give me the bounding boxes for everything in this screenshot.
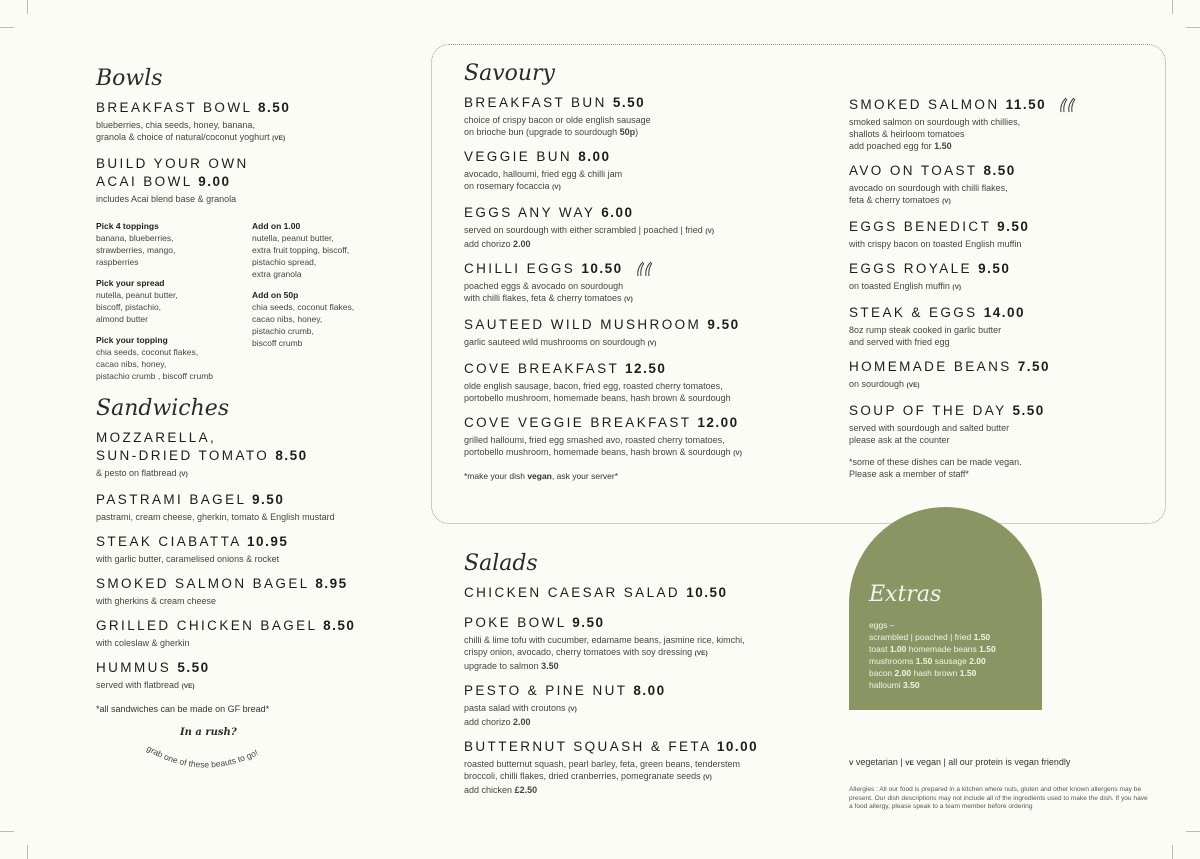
item-price: 8.50 xyxy=(323,618,356,633)
option-list: chia seeds, coconut flakes, cacao nibs, honey, pistachio crumb, biscoff crumb xyxy=(252,302,355,348)
dietary-tag: (V) xyxy=(733,450,742,457)
menu-item-breakfast-bowl xyxy=(96,99,416,145)
item-desc: on toasted English muffin xyxy=(849,281,950,291)
item-desc: avocado, halloumi, fried egg & chilli jam on rosemary focaccia xyxy=(464,169,623,191)
item-price: 10.50 xyxy=(581,261,623,276)
option-heading: Add on 1.00 xyxy=(252,221,301,231)
item-price: 10.00 xyxy=(716,739,759,754)
savoury-right-column xyxy=(849,96,1149,480)
item-name: EGGS ANY WAY xyxy=(464,205,596,220)
savoury-left-column xyxy=(464,61,834,482)
item-name: CHICKEN CAESAR SALAD xyxy=(464,585,681,600)
item-price: 8.95 xyxy=(315,576,348,591)
menu-item-savoury xyxy=(849,358,1149,392)
item-name: SMOKED SALMON xyxy=(849,97,1000,112)
acai-options xyxy=(96,215,416,382)
addon-price: 2.00 xyxy=(513,239,531,249)
item-name: ACAI BOWL xyxy=(96,174,193,189)
item-price: 6.00 xyxy=(601,205,634,220)
crop-mark xyxy=(27,845,28,859)
option-list: chia seeds, coconut flakes, cacao nibs, honey, pistachio crumb , biscoff crumb xyxy=(96,347,213,381)
menu-item-salad xyxy=(464,682,834,728)
item-desc: with coleslaw & gherkin xyxy=(96,638,190,648)
addon-text: add chorizo xyxy=(464,717,511,727)
dietary-tag: (V) xyxy=(624,296,633,303)
extras-price: 2.00 xyxy=(894,668,912,678)
dietary-tag: (VE) xyxy=(272,135,286,142)
item-desc: with garlic butter, caramelised onions & rocket xyxy=(96,554,280,564)
item-desc: & pesto on flatbread xyxy=(96,468,177,478)
item-name: SUN-DRIED TOMATO xyxy=(96,448,270,463)
crop-mark xyxy=(0,27,14,28)
menu-item-savoury xyxy=(849,402,1149,446)
dietary-tag: (V) xyxy=(647,340,657,347)
menu-item-savoury xyxy=(464,204,834,250)
item-price: 8.00 xyxy=(578,149,611,164)
menu-item-savoury xyxy=(849,162,1149,208)
crop-mark xyxy=(27,0,28,14)
item-price: 8.50 xyxy=(275,448,308,463)
item-name: SAUTEED WILD MUSHROOM xyxy=(464,317,702,332)
item-desc: with crispy bacon on toasted English muffin xyxy=(849,239,1022,249)
item-name: COVE VEGGIE BREAKFAST xyxy=(464,415,692,430)
addon-price: £2.50 xyxy=(514,785,538,795)
extras-item: homemade beans xyxy=(908,644,977,654)
item-desc: served on sourdough with either scrambled | poached | fried xyxy=(464,225,703,235)
item-name: COVE BREAKFAST xyxy=(464,361,619,376)
dietary-tag: (V) xyxy=(703,774,712,781)
crop-mark xyxy=(0,831,14,832)
vegan-note xyxy=(464,470,834,482)
legend-v: V xyxy=(849,760,854,767)
addon-text: add chorizo xyxy=(464,239,511,249)
sandwiches-title: Sandwiches xyxy=(96,396,230,421)
menu-item-sandwich xyxy=(96,617,416,649)
item-price: 8.50 xyxy=(983,163,1016,178)
option-heading: Add on 50p xyxy=(252,290,299,300)
item-desc: avocado on sourdough with chilli flakes, feta & cherry tomatoes xyxy=(849,183,1008,205)
dietary-tag: (V) xyxy=(568,706,577,713)
extras-item: mushrooms xyxy=(869,656,914,666)
addon-text: add chicken xyxy=(464,785,513,795)
item-name: HUMMUS xyxy=(96,660,172,675)
menu-item-savoury xyxy=(464,260,834,306)
chili-icon xyxy=(1058,97,1078,113)
item-name: PASTRAMI BAGEL xyxy=(96,492,246,507)
option-heading: Pick your topping xyxy=(96,335,168,345)
item-desc: pastrami, cream cheese, gherkin, tomato & English mustard xyxy=(96,512,335,522)
savoury-title: Savoury xyxy=(464,61,555,86)
svg-text:grab one of these beauts to go xyxy=(145,743,259,769)
item-name: POKE BOWL xyxy=(464,615,567,630)
item-desc: grilled halloumi, fried egg smashed avo, roasted cherry tomatoes, portobello mushroom, homemade beans, hash brown & sourdough xyxy=(464,435,731,457)
item-price: 5.50 xyxy=(612,95,646,110)
extras-item: bacon xyxy=(869,668,893,678)
option-list: banana, blueberries, strawberries, mango, raspberries xyxy=(96,233,176,267)
dietary-tag: (V) xyxy=(705,228,714,235)
item-name: MOZZARELLA, xyxy=(96,430,217,445)
menu-item-savoury xyxy=(849,218,1149,250)
bowls-title: Bowls xyxy=(96,66,163,91)
left-column xyxy=(96,66,416,778)
dietary-tag: (V) xyxy=(952,284,962,291)
item-desc: served with flatbread xyxy=(96,680,180,690)
item-name: BUILD YOUR OWN xyxy=(96,156,249,171)
item-price: 12.50 xyxy=(625,361,667,376)
addon-price: 1.50 xyxy=(934,141,952,151)
item-desc: roasted butternut squash, pearl barley, feta, green beans, tenderstem broccoli, chilli flakes, dried cranberries, pomegranate seeds xyxy=(464,759,741,781)
addon-text: add poached egg for xyxy=(849,141,932,151)
item-price: 11.50 xyxy=(1005,97,1047,112)
item-name: CHILLI EGGS xyxy=(464,261,576,276)
item-name: BREAKFAST BUN xyxy=(464,95,607,110)
note-text: *make your dish xyxy=(464,471,528,481)
menu-item-salad xyxy=(464,738,834,796)
salads-column xyxy=(464,551,834,806)
rush-heading: In a rush? xyxy=(180,727,237,738)
menu-item-savoury xyxy=(464,316,834,350)
menu-item-savoury xyxy=(464,148,834,194)
extras-item: sausage xyxy=(934,656,967,666)
menu-item-savoury xyxy=(464,360,834,404)
menu-item-savoury xyxy=(464,94,834,138)
item-name: PESTO & PINE NUT xyxy=(464,683,628,698)
item-desc: smoked salmon on sourdough with chillies, shallots & heirloom tomatoes xyxy=(849,117,1021,139)
dietary-legend xyxy=(849,757,1070,767)
extras-panel xyxy=(849,507,1042,710)
item-price: 9.00 xyxy=(198,174,231,189)
addon-price: 2.00 xyxy=(513,717,531,727)
menu-item-savoury xyxy=(849,304,1149,348)
item-price: 9.50 xyxy=(707,317,740,332)
item-price: 14.00 xyxy=(983,305,1026,320)
item-name: BUTTERNUT SQUASH & FETA xyxy=(464,739,711,754)
grab-curve-text xyxy=(136,738,336,778)
crop-mark xyxy=(1186,831,1200,832)
option-heading: Pick your spread xyxy=(96,278,165,288)
item-desc: garlic sauteed wild mushrooms on sourdough xyxy=(464,337,646,347)
vegan-staff-note: *some of these dishes can be made vegan. Please ask a member of staff* xyxy=(849,457,1022,479)
item-name: SOUP OF THE DAY xyxy=(849,403,1007,418)
extras-price: 1.50 xyxy=(973,632,991,642)
item-name: AVO ON TOAST xyxy=(849,163,978,178)
item-name: EGGS ROYALE xyxy=(849,261,972,276)
item-name: GRILLED CHICKEN BAGEL xyxy=(96,618,317,633)
item-name: HOMEMADE BEANS xyxy=(849,359,1012,374)
item-desc-end: ) xyxy=(635,127,639,137)
menu-item-salad xyxy=(464,584,834,602)
extras-item: scrambled | poached | fried xyxy=(869,632,972,642)
item-price: 9.50 xyxy=(252,492,285,507)
dietary-tag: (V) xyxy=(179,471,188,478)
upgrade-price: 50p xyxy=(619,127,636,137)
item-name: STEAK & EGGS xyxy=(849,305,978,320)
item-price: 8.00 xyxy=(633,683,666,698)
item-name: EGGS BENEDICT xyxy=(849,219,991,234)
menu-item-savoury xyxy=(464,414,834,460)
item-desc: 8oz rump steak cooked in garlic butter and served with fried egg xyxy=(849,325,1002,347)
menu-item-acai-bowl xyxy=(96,155,416,205)
item-price: 5.50 xyxy=(1012,403,1045,418)
item-name: BREAKFAST BOWL xyxy=(96,100,252,115)
item-desc: includes Acai blend base & granola xyxy=(96,194,237,204)
grab-text: grab one of these beauts to go! xyxy=(145,743,260,770)
item-name: STEAK CIABATTA xyxy=(96,534,241,549)
item-price: 5.50 xyxy=(177,660,210,675)
item-price: 9.50 xyxy=(997,219,1030,234)
allergen-notice: Allergies : All our food is prepared in a kitchen where nuts, gluten and other known allergens may be present. Our dish descriptions may not include all of the ingredients used to make the dish. If you have a food allergy, please speak to a team member before ordering xyxy=(849,786,1148,810)
extras-price: 1.50 xyxy=(959,668,977,678)
menu-item-sandwich xyxy=(96,659,416,693)
chili-icon xyxy=(635,261,655,277)
item-desc: poached eggs & avocado on sourdough with chilli flakes, feta & cherry tomatoes xyxy=(464,281,624,303)
legend-v-text: vegetarian | xyxy=(855,757,903,767)
item-price: 9.50 xyxy=(572,615,605,630)
legend-ve: VE xyxy=(905,760,914,767)
option-list: nutella, peanut butter, biscoff, pistachio, almond butter xyxy=(96,290,178,324)
item-desc: pasta salad with croutons xyxy=(464,703,566,713)
legend-ve-text: vegan | all our protein is vegan friendly xyxy=(916,757,1071,767)
menu-item-sandwich xyxy=(96,491,416,523)
menu-item-sandwich xyxy=(96,533,416,565)
item-desc: blueberries, chia seeds, honey, banana, granola & choice of natural/coconut yoghurt xyxy=(96,120,270,142)
note-text: , ask your server* xyxy=(551,471,619,481)
option-list: nutella, peanut butter, extra fruit topping, biscoff, pistachio spread, extra granola xyxy=(252,233,350,279)
option-heading: Pick 4 toppings xyxy=(96,221,159,231)
menu-item-sandwich xyxy=(96,575,416,607)
item-name: SMOKED SALMON BAGEL xyxy=(96,576,310,591)
dietary-tag: (VE) xyxy=(181,683,195,690)
item-price: 10.95 xyxy=(247,534,289,549)
item-price: 12.00 xyxy=(697,415,739,430)
item-desc: on sourdough xyxy=(849,379,905,389)
menu-item-salad xyxy=(464,614,834,672)
crop-mark xyxy=(1172,0,1173,14)
dietary-tag: (V) xyxy=(552,184,561,191)
extras-price: 3.50 xyxy=(903,680,920,690)
addon-price: 3.50 xyxy=(541,661,559,671)
item-name: VEGGIE BUN xyxy=(464,149,573,164)
salads-title: Salads xyxy=(464,551,538,576)
extras-item: hash brown xyxy=(913,668,958,678)
menu-item-sandwich xyxy=(96,429,416,481)
extras-price: 2.00 xyxy=(969,656,986,666)
item-desc: with gherkins & cream cheese xyxy=(96,596,217,606)
note-bold: vegan xyxy=(527,471,552,481)
dietary-tag: (V) xyxy=(942,198,951,205)
item-desc: choice of crispy bacon or olde english sausage on brioche bun (upgrade to sourdough xyxy=(464,115,651,137)
extras-item: toast xyxy=(869,644,888,654)
extras-item: halloumi xyxy=(869,680,901,690)
item-desc: olde english sausage, bacon, fried egg, roasted cherry tomatoes, portobello mushroom, homemade beans, hash brown & sourdough xyxy=(464,381,731,403)
crop-mark xyxy=(1172,845,1173,859)
item-price: 8.50 xyxy=(258,100,291,115)
item-price: 7.50 xyxy=(1017,359,1051,374)
extras-title: Extras xyxy=(869,582,942,607)
crop-mark xyxy=(1186,27,1200,28)
item-price: 10.50 xyxy=(686,585,728,600)
extras-price: 1.50 xyxy=(979,644,996,654)
item-desc: served with sourdough and salted butter please ask at the counter xyxy=(849,423,1010,445)
dietary-tag: (VE) xyxy=(694,650,708,657)
gf-note: *all sandwiches can be made on GF bread* xyxy=(96,704,270,714)
menu-item-savoury xyxy=(849,96,1149,152)
item-desc: chilli & lime tofu with cucumber, edamame beans, jasmine rice, kimchi, crispy onion, avocado, cherry tomatoes with soy dressing xyxy=(464,635,745,657)
addon-text: upgrade to salmon xyxy=(464,661,539,671)
item-price: 9.50 xyxy=(978,261,1011,276)
extras-price: 1.00 xyxy=(889,644,907,654)
dietary-tag: (VE) xyxy=(906,382,920,389)
extras-price: 1.50 xyxy=(915,656,933,666)
menu-item-savoury xyxy=(849,260,1149,294)
extras-list xyxy=(869,619,996,691)
extras-line: eggs – xyxy=(869,620,895,630)
